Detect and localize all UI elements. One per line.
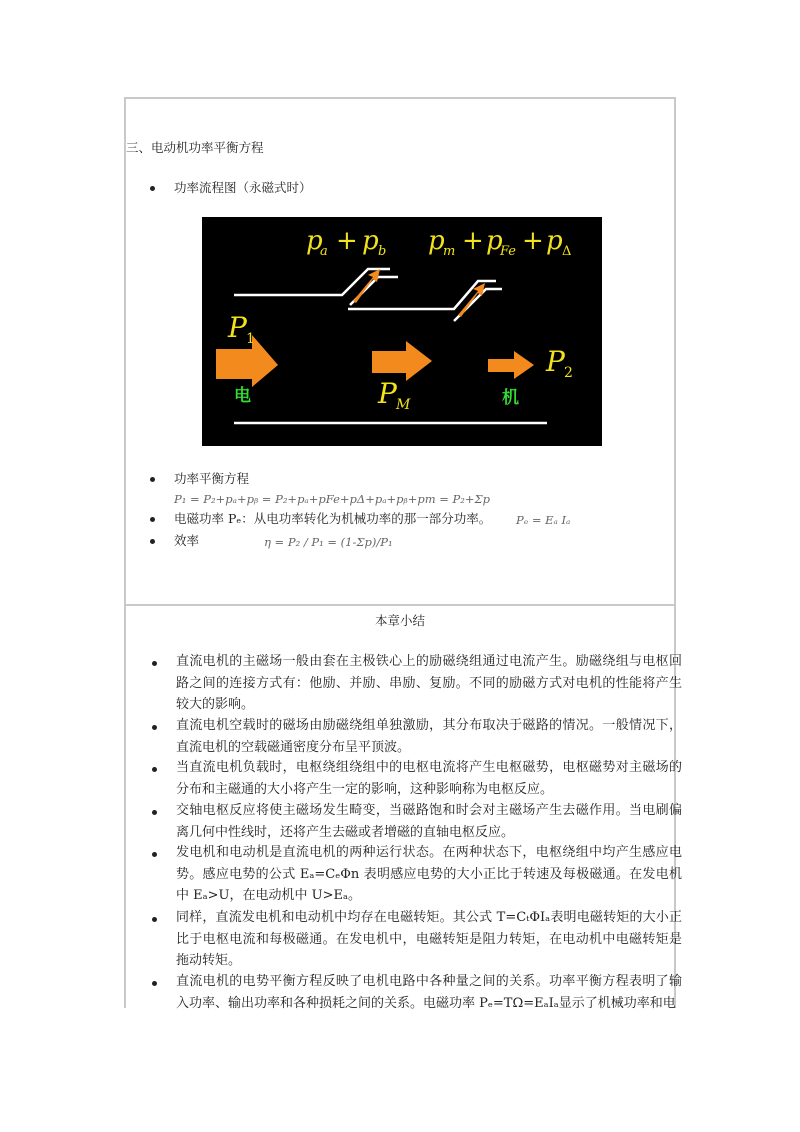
bullet-dot: [152, 981, 157, 986]
loss-arrow-1: [353, 269, 380, 303]
label-pfe-sub: Fe: [500, 244, 517, 259]
upper-power-line: [234, 269, 390, 295]
label-pa: p: [306, 226, 323, 256]
bullet-dot: [150, 517, 155, 522]
bullet-dot: [152, 852, 157, 857]
label-P2-sub: 2: [564, 365, 573, 381]
summary-item-2: 直流电机空载时的磁场由励磁绕组单独激励，其分布取决于磁路的情况。一般情况下，直流电机的空载磁通密度分布呈平顶波。: [176, 718, 682, 755]
label-pb-sub: b: [378, 244, 387, 259]
bullet-dot: [150, 539, 155, 544]
label-PM: P: [378, 377, 397, 410]
summary-title: 本章小结: [374, 613, 425, 628]
bullet-dot: [150, 477, 155, 482]
power-flow-diagram: [202, 217, 602, 446]
label-pdelta: p: [546, 226, 563, 256]
section-power-balance: [124, 97, 676, 606]
em-power-formula: Pₑ = Eₐ Iₐ: [516, 513, 571, 527]
summary-item-5: 发电机和电动机是直流电机的两种运行状态。在两种状态下，电枢绕组中均产生感应电势。感应电势的公式 Eₐ=CₑΦn 表明感应电势的大小正比于转速及每极磁通。在发电机中 Eₐ>U，在电动机中 U>Eₐ。: [176, 845, 682, 903]
label-PM-sub: M: [396, 397, 411, 413]
label-mechanic: 机: [502, 388, 519, 408]
summary-item-4: 交轴电枢反应将使主磁场发生畸变，当磁路饱和时会对主磁场产生去磁作用。当电刷偏离几何中性线时，还将产生去磁或者增磁的直轴电枢反应。: [176, 803, 682, 840]
label-plus2: +: [462, 226, 484, 256]
efficiency-formula: η = P₂ / P₁ = (1-Σp)/P₁: [264, 535, 393, 549]
label-pfe: p: [486, 226, 503, 256]
label-P2: P: [546, 345, 565, 378]
balance-formula: P₁ = P₂+pₐ+pᵦ = P₂+pₐ+pFe+pΔ+pₐ+pᵦ+pm = P₂+Σp: [174, 492, 491, 506]
summary-item-7: 直流电机的电势平衡方程反映了电机电路中各种量之间的关系。功率平衡方程表明了输入功率、输出功率和各种损耗之间的关系。电磁功率 Pₑ=TΩ=EₐIₐ显示了机械功率和电: [176, 974, 682, 1011]
power-flow-svg: [202, 217, 602, 446]
summary-item-3: 当直流电机负载时，电枢绕组绕组中的电枢电流将产生电枢磁势，电枢磁势对主磁场的分布和主磁通的大小将产生一定的影响，这种影响称为电枢反应。: [176, 760, 682, 797]
bullet-power-flow: 功率流程图（永磁式时）: [174, 180, 312, 195]
label-plus1: +: [336, 226, 358, 256]
summary-item-1: 直流电机的主磁场一般由套在主极铁心上的励磁绕组通过电流产生。励磁绕组与电枢回路之间的连接方式有：他励、并励、串励、复励。不同的励磁方式对电机的性能将产生较大的影响。: [176, 654, 682, 712]
label-P1: P: [228, 311, 247, 344]
bullet-efficiency: 效率: [174, 533, 200, 548]
bullet-dot: [150, 186, 155, 191]
section-heading: 三、电动机功率平衡方程: [126, 140, 264, 155]
bullet-em-power: 电磁功率 Pₑ：从电功率转化为机械功率的那一部分功率。: [174, 511, 492, 526]
label-P1-sub: 1: [246, 331, 255, 347]
label-electric: 电: [234, 386, 251, 406]
bullet-dot: [152, 767, 157, 772]
arrow-PM: [372, 341, 432, 381]
bullet-dot: [152, 661, 157, 666]
summary-item-6: 同样，直流发电机和电动机中均存在电磁转矩。其公式 T=CₜΦIₐ表明电磁转矩的大小正比于电枢电流和每极磁通。在发电机中，电磁转矩是阻力转矩，在电动机中电磁转矩是拖动转矩。: [176, 910, 682, 968]
section-chapter-summary: [124, 604, 682, 1011]
bullet-dot: [152, 725, 157, 730]
label-pdelta-sub: Δ: [562, 244, 572, 259]
bullet-dot: [152, 917, 157, 922]
label-pa-sub: a: [320, 244, 328, 259]
label-pm: p: [428, 226, 445, 256]
label-pb: p: [362, 226, 379, 256]
bullet-power-balance: 功率平衡方程: [174, 471, 250, 486]
label-pm-sub: m: [443, 244, 456, 259]
arrow-P2: [488, 351, 534, 379]
bullet-dot: [152, 810, 157, 815]
label-plus3: +: [522, 226, 544, 256]
